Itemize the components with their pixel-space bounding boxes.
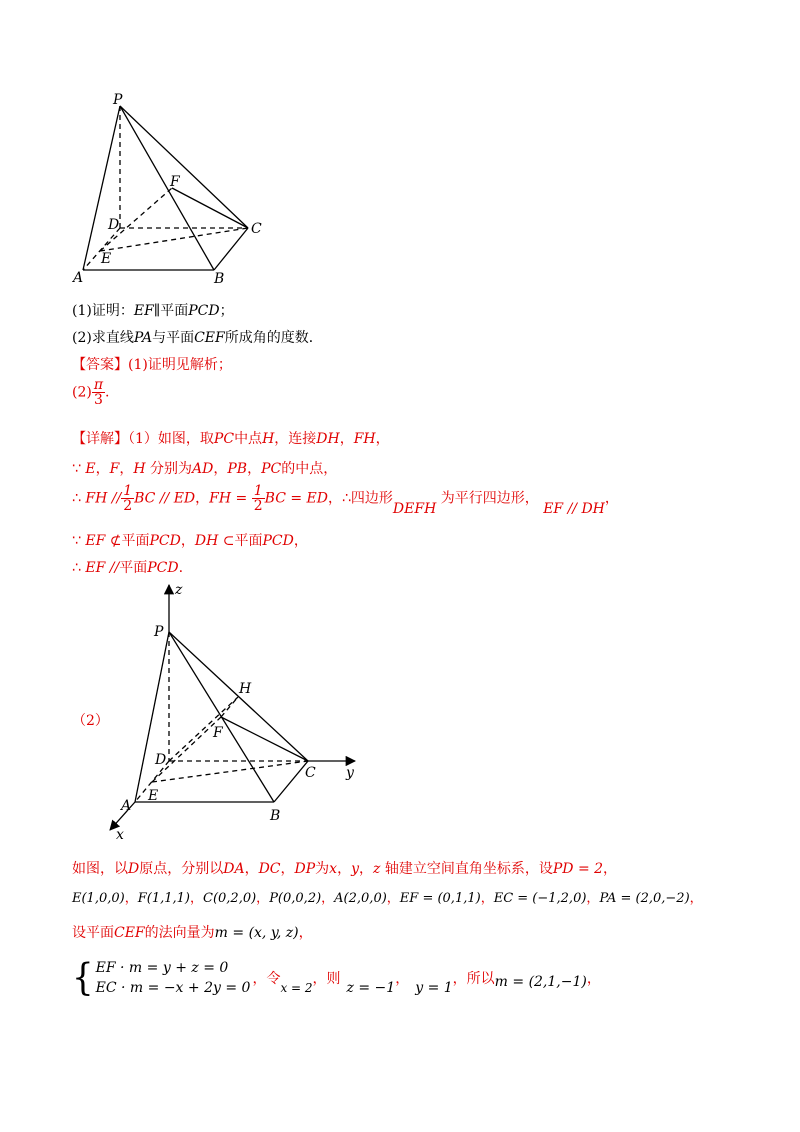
label-B2: B — [270, 808, 281, 824]
q2-m2: CEF — [194, 330, 225, 346]
answer-line — [72, 354, 232, 374]
answer-fraction — [92, 378, 105, 407]
equation-1: EF · m = y + z = 0 — [95, 960, 229, 976]
label-C2: C — [305, 765, 316, 781]
q1-math: EF∥ — [133, 303, 161, 319]
equation-system: { EF · m = y + z = 0 EC · m = −x + 2y = 0 ，令 x = 2 ，则 z = −1 ， y = 1 ，所以 m = (2,1,−1) ， — [72, 956, 601, 1000]
answer-part2 — [72, 378, 110, 407]
q1-suffix: ； — [219, 303, 234, 319]
axis-label-z: z — [175, 582, 183, 598]
detail-line-4: ∵ EF ⊄平面PCD，DH ⊂平面PCD， — [72, 533, 308, 549]
label-F2: F — [213, 725, 223, 741]
detail-line-5: ∴ EF //平面PCD. — [72, 560, 184, 576]
label-H: H — [239, 681, 252, 697]
answer-part2-suffix: . — [105, 384, 110, 401]
detail-line-3: ∴ FH // $\frac{1}{2}$ BC // ED，FH = $\frac{1}{2}$ BC = ED，∴四边形DEFH 为平行四边形， EF // DH， — [72, 483, 619, 517]
question-2 — [72, 327, 323, 347]
answer-part2-prefix: (2) — [72, 384, 92, 401]
question-1 — [72, 300, 234, 320]
detail-line-1: 【详解】（1）如图，取PC中点H，连接DH，FH， — [72, 431, 390, 447]
label-A2: A — [121, 798, 132, 814]
detail-line-2: ∵ E，F，H 分别为AD，PB，PC的中点， — [72, 461, 338, 477]
label-E: E — [101, 251, 112, 267]
answer-part1: (1)证明见解析； — [128, 357, 232, 373]
label-D2: D — [155, 752, 167, 768]
q1-math2: PCD — [188, 303, 220, 319]
label-P: P — [113, 92, 123, 108]
part2-line-3: 设平面CEF的法向量为m = (x, y, z)， — [72, 925, 313, 941]
q2-t2: 所成角的度数． — [224, 330, 323, 346]
detail-tag: 【详解】 — [72, 431, 128, 447]
q2-m1: PA — [133, 330, 153, 346]
q1-text: 平面 — [160, 303, 189, 319]
axis-label-y: y — [346, 765, 354, 781]
fraction-den: 3 — [93, 392, 103, 408]
label-D: D — [108, 217, 120, 233]
part2-label: （2） — [72, 713, 109, 729]
label-C: C — [251, 221, 262, 237]
label-P2: P — [154, 624, 164, 640]
equations — [96, 958, 251, 998]
label-A: A — [73, 270, 84, 286]
q2-t1: 与平面 — [152, 330, 195, 346]
axis-label-x: x — [116, 827, 124, 840]
equation-2: EC · m = −x + 2y = 0 — [95, 980, 251, 996]
pyramid-figure-2 — [0, 580, 800, 840]
brace-icon: { — [72, 956, 94, 1000]
label-F: F — [170, 174, 180, 190]
label-B: B — [214, 271, 225, 287]
part2-line-2: E(1,0,0)，F(1,1,1)，C(0,2,0)，P(0,0,2)，A(2,0,0)，EF = (0,1,1)，EC = (−1,2,0)，PA = (2,0,−2)， — [72, 891, 703, 906]
q1-prefix: (1)证明： — [72, 303, 134, 319]
pyramid-figure-1 — [0, 0, 800, 290]
fraction-num: π — [93, 377, 104, 393]
part2-line-1: 如图，以D原点，分别以DA，DC，DP为x，y，z 轴建立空间直角坐标系，设PD = 2， — [72, 861, 618, 877]
q2-prefix: (2)求直线 — [72, 330, 134, 346]
answer-tag: 【答案】 — [72, 357, 128, 373]
label-E2: E — [148, 788, 159, 804]
